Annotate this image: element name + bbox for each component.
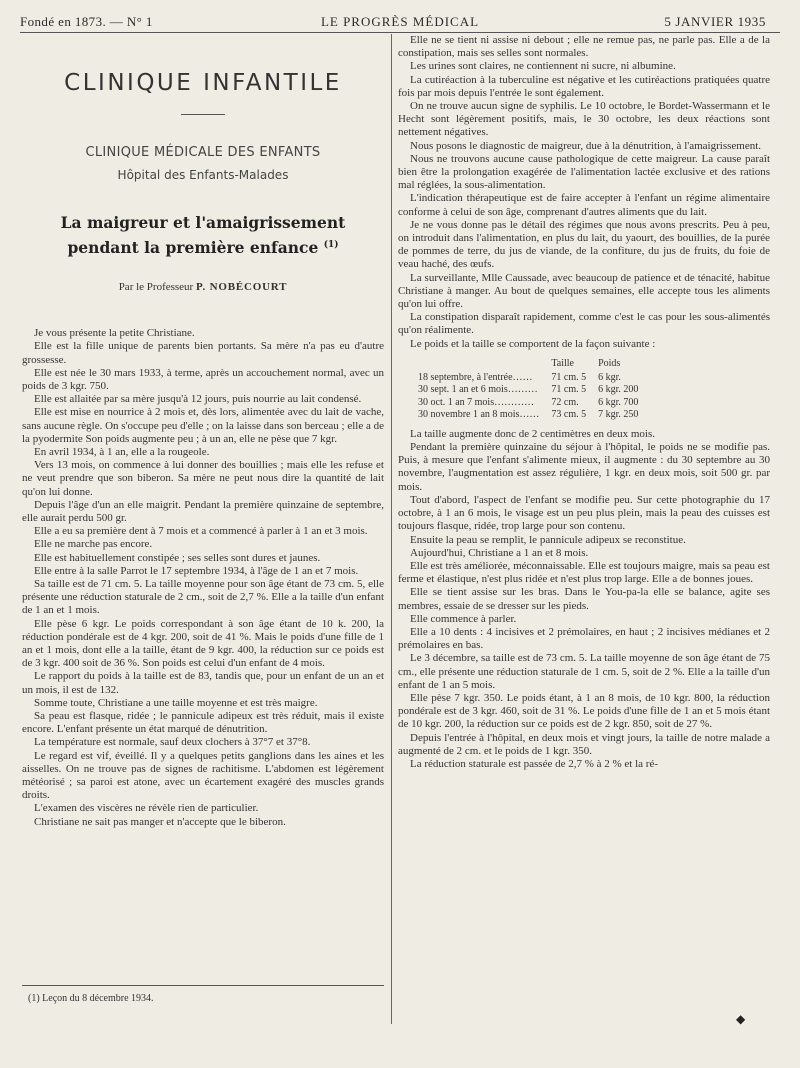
table-cell: 73 cm. 5 bbox=[551, 409, 587, 421]
paragraph: Tout d'abord, l'aspect de l'enfant se modifie peu. Sur cette photographie du 17 octobre, à 1 an 6 mois, le visage est un peu plus plein, mais la peau des cuisses est toujours flasque, ridée, trop large pour son contenu. bbox=[398, 493, 770, 533]
table-cell: 72 cm. bbox=[551, 396, 579, 408]
table-row bbox=[412, 397, 644, 410]
paragraph: Elle pèse 7 kgr. 350. Le poids étant, à 1 an 8 mois, de 10 kgr. 800, la réduction pondérale est de 3 kgr. 460, soit de 31 %. Le poids d'une fille de 1 an et 5 mois étant de 10 kgr. 200, la réduction sur ce poids est de 2 kgr. 850, soit de 27 %. bbox=[398, 691, 770, 731]
paragraph: Elle entre à la salle Parrot le 17 septembre 1934, à l'âge de 1 an et 7 mois. bbox=[34, 564, 359, 577]
paragraph: Elle ne marche pas encore. bbox=[34, 538, 153, 551]
table-cell: 6 kgr. 700 bbox=[598, 396, 639, 408]
paragraph: Ensuite la peau se remplit, le pannicule adipeux se reconstitue. bbox=[410, 533, 686, 546]
growth-table-header-cell: Taille bbox=[551, 357, 574, 369]
paragraph: Pendant la première quinzaine du séjour à l'hôpital, le poids ne se modifie pas. Puis, à mesure que l'enfant s'alimente mieux, il augmente : du 30 septembre au 30 novembre, l'augmentation est assez régulière, 1 kgr. en deux mois, soit 500 gr. par mois. bbox=[398, 441, 770, 493]
paragraph: Le regard est vif, éveillé. Il y a quelques petits ganglions dans les aines et les aisselles. On ne trouve pas de signes de rachitisme. L'abdomen est légèrement météorisé ; sa paroi est atone, avec un écartement exagéré des muscles grands droits. bbox=[22, 749, 384, 802]
hospital-name: Hôpital des Enfants-Malades bbox=[117, 168, 289, 182]
section-title: CLINIQUE INFANTILE bbox=[64, 70, 342, 96]
paragraph: Somme toute, Christiane a une taille moyenne et est très maigre. bbox=[34, 696, 318, 709]
paragraph: Elle est née le 30 mars 1933, à terme, après un accouchement normal, avec un poids de 3 kgr. 750. bbox=[22, 366, 384, 392]
paragraph: Je ne vous donne pas le détail des régimes que nous avons prescrits. Peu à peu, on introduit dans l'alimentation, en plus du lait, du yaourt, des bouillies, de la purée de pommes de terre, du jus de viande, de la confiture, du jus de fruits, du foie de veau haché, des œufs. bbox=[398, 218, 770, 271]
author-prefix: Par le Professeur bbox=[118, 281, 194, 294]
footnote-rule bbox=[22, 985, 384, 986]
table-cell: 7 kgr. 250 bbox=[598, 409, 639, 421]
growth-table-header-cell: Poids bbox=[598, 357, 621, 369]
right-column bbox=[398, 34, 770, 771]
footnote-mark: (1) bbox=[323, 240, 339, 250]
paragraph: Elle est la fille unique de parents bien portants. Sa mère n'a pas eu d'autre grossesse. bbox=[22, 340, 384, 366]
paragraph: La constipation disparaît rapidement, comme c'est le cas pour les sous-alimentés qu'on réalimente. bbox=[398, 311, 770, 337]
paragraph: Elle a eu sa première dent à 7 mois et a commencé à parler à 1 an et 3 mois. bbox=[34, 525, 368, 538]
paragraph: Elle commence à parler. bbox=[410, 612, 517, 625]
paragraph: En avril 1934, à 1 an, elle a la rougeole. bbox=[34, 445, 210, 458]
paragraph: Elle a 10 dents : 4 incisives et 2 prémolaires, en haut ; 2 incisives médianes et 2 prémolaires en bas. bbox=[398, 625, 770, 652]
article-title-line2 bbox=[22, 234, 384, 259]
column-divider bbox=[391, 34, 392, 1024]
paragraph: La température est normale, sauf deux clochers à 37°7 et 37°8. bbox=[34, 736, 311, 749]
growth-table-header-cell bbox=[412, 357, 545, 372]
paragraph: La réduction staturale est passée de 2,7 % à 2 % et la ré- bbox=[410, 757, 659, 770]
paragraph: Elle est habituellement constipée ; ses selles sont dures et jaunes. bbox=[34, 551, 321, 564]
table-cell: 71 cm. 5 bbox=[551, 371, 587, 383]
paragraph: Je vous présente la petite Christiane. bbox=[34, 327, 195, 340]
paragraph: La cutiréaction à la tuberculine est négative et les cutiréactions pratiquées quatre fois par mois depuis l'entrée le sont également. bbox=[398, 73, 770, 99]
paragraph: Le 3 décembre, sa taille est de 73 cm. 5. La taille moyenne de son âge étant de 75 cm., elle présente une réduction staturale de 1 cm. 5, soit de 2 %. Elle a la taille d'un enfant de 1 an 5 mois. bbox=[398, 652, 770, 691]
table-cell: 18 septembre, à l'entrée…… bbox=[418, 371, 533, 383]
table-cell: 71 cm. 5 bbox=[551, 384, 587, 396]
paragraph: On ne trouve aucun signe de syphilis. Le 10 octobre, le Bordet-Wassermann et le Hecht sont légèrement positifs, mais, le 30 octobre, les deux réactions sont nettement négatives. bbox=[398, 100, 770, 139]
paragraph: La taille augmente donc de 2 centimètres en deux mois. bbox=[410, 427, 655, 440]
end-ornament: ◆ bbox=[736, 1012, 746, 1026]
table-cell: 30 novembre 1 an 8 mois…… bbox=[418, 409, 540, 421]
table-row bbox=[412, 372, 644, 385]
footnote: (1) Leçon du 8 décembre 1934. bbox=[28, 993, 154, 1004]
table-row bbox=[412, 409, 644, 422]
paragraph: Aujourd'hui, Christiane a 1 an et 8 mois. bbox=[410, 546, 589, 559]
paragraph: Sa taille est de 71 cm. 5. La taille moyenne pour son âge étant de 73 cm. 5, elle présente une réduction staturale de 2 cm., soit de 2,7 %. Elle a la taille d'un enfant de 1 an et 1 mois. bbox=[22, 578, 384, 617]
paragraph: Elle se tient assise sur les bras. Dans le You-pa-la elle se balance, agite ses membres, essaie de se dresser sur les pieds. bbox=[398, 586, 770, 612]
right-body-text-top bbox=[398, 34, 770, 351]
article-title bbox=[22, 212, 384, 259]
journal-title: LE PROGRÈS MÉDICAL bbox=[320, 14, 480, 29]
paragraph: Le poids et la taille se comportent de la façon suivante : bbox=[410, 337, 656, 350]
paragraph: Sa peau est flasque, ridée ; le pannicule adipeux est très réduit, mais il existe encore. L'enfant présente un état marqué de dénutrition. bbox=[22, 710, 384, 736]
growth-table-header bbox=[412, 357, 644, 372]
founding-note: Fondé en 1873. — N° 1 bbox=[20, 14, 153, 29]
paragraph: L'examen des viscères ne révèle rien de particulier. bbox=[34, 802, 259, 815]
page-header bbox=[0, 10, 800, 32]
title-rule bbox=[181, 114, 225, 115]
article-title-line2-text: pendant la première enfance bbox=[67, 238, 319, 258]
paragraph: Nous ne trouvons aucune cause pathologique de cette maigreur. La cause paraît bien être la prolongation exagérée de l'alimentation lactée exclusive et des rations mal réglées, la sous-alimentation. bbox=[398, 152, 770, 192]
paragraph: Elle ne se tient ni assise ni debout ; elle ne remue pas, ne parle pas. Elle a de la constipation, mais ses selles sont normales. bbox=[398, 34, 770, 60]
paragraph: La surveillante, Mlle Caussade, avec beaucoup de patience et de ténacité, habitue Christiane à manger. Au bout de quelques semaines, elle accepte tous les aliments qu'on lui offre. bbox=[398, 271, 770, 311]
paragraph: Elle est mise en nourrice à 2 mois et, dès lors, alimentée avec du lait de vache, sans aucune règle. On s'occupe peu d'elle ; on la laisse dans son berceau ; elle a de la pyodermite Son poids augmente peu ; à un an, elle ne pèse que 7 kgr. bbox=[22, 406, 384, 445]
table-cell: 30 oct. 1 an 7 mois………… bbox=[418, 396, 535, 408]
paragraph: Christiane ne sait pas manger et n'accepte que le biberon. bbox=[34, 815, 286, 828]
paragraph: Depuis l'entrée à l'hôpital, en deux mois et vingt jours, la taille de notre malade a augmenté de 2 cm. et le poids de 1 kgr. 350. bbox=[398, 731, 770, 757]
paragraph: Elle pèse 6 kgr. Le poids correspondant à son âge étant de 10 k. 200, la réduction pondérale est de 4 kgr. 200, soit de 41 %. Mais le poids d'une fille de 1 an et 1 mois, dont elle a la taille, étant de 9 kgr. 400, la réduction sur ce poids est de 3 kgr. 400 soit de 36 %. Son poids est celui d'un enfant de 4 mois. bbox=[22, 617, 384, 670]
left-column bbox=[22, 34, 384, 829]
paragraph: Nous posons le diagnostic de maigreur, due à la dénutrition, à l'amaigrissement. bbox=[410, 139, 762, 152]
paragraph: Vers 13 mois, on commence à lui donner des bouillies ; mais elle les refuse et ne veut prendre que son biberon. Sa mère ne peut nous dire la quantité de lait qu'on lui donne. bbox=[22, 459, 384, 498]
table-cell: 30 sept. 1 an et 6 mois……… bbox=[418, 384, 538, 396]
table-cell: 6 kgr. 200 bbox=[598, 384, 639, 396]
article-title-line1: La maigreur et l'amaigrissement bbox=[60, 213, 346, 232]
paragraph: L'indication thérapeutique est de faire accepter à l'enfant un régime alimentaire conforme à celui de son âge, comprenant d'autres aliments que du lait. bbox=[398, 192, 770, 218]
table-row bbox=[412, 384, 644, 397]
paragraph: Elle est allaitée par sa mère jusqu'à 12 jours, puis nourrie au lait condensé. bbox=[34, 393, 362, 406]
growth-table bbox=[412, 357, 644, 422]
table-cell: 6 kgr. bbox=[598, 371, 621, 383]
right-body-text-bottom bbox=[398, 428, 770, 771]
author-byline bbox=[22, 281, 384, 293]
issue-date: 5 JANVIER 1935 bbox=[664, 14, 766, 29]
paragraph: Elle est très améliorée, méconnaissable. Elle est toujours maigre, mais sa peau est ferme et élastique, n'est plus ridée et n'est plus trop large. Elle a de bonnes joues. bbox=[398, 559, 770, 586]
paragraph: Les urines sont claires, ne contiennent ni sucre, ni albumine. bbox=[410, 60, 676, 73]
paragraph: Le rapport du poids à la taille est de 83, tandis que, pour un enfant de un an et un mois, il est de 132. bbox=[22, 670, 384, 696]
left-body-text bbox=[22, 327, 384, 829]
clinic-name: CLINIQUE MÉDICALE DES ENFANTS bbox=[85, 145, 321, 160]
author-name: P. NOBÉCOURT bbox=[195, 281, 288, 294]
header-rule bbox=[20, 32, 780, 33]
paragraph: Depuis l'âge d'un an elle maigrit. Pendant la première quinzaine de septembre, elle aurait perdu 500 gr. bbox=[22, 498, 384, 524]
